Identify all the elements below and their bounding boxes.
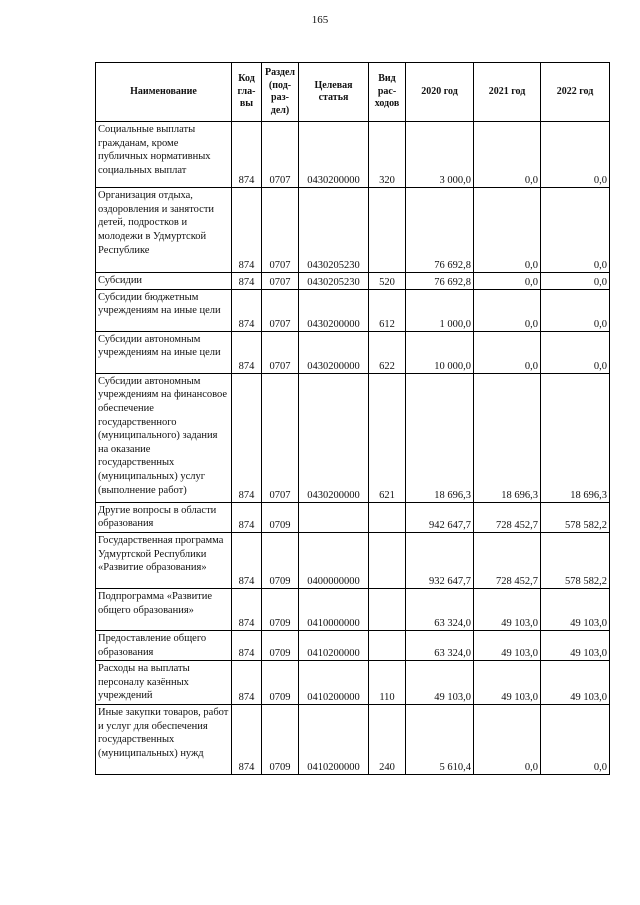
table-row	[96, 532, 610, 588]
row-expense: 110	[369, 661, 406, 705]
row-2020: 3 000,0	[406, 122, 474, 188]
row-name: Другие вопросы в области образования	[96, 502, 232, 532]
row-section: 0707	[262, 188, 299, 273]
row-section: 0707	[262, 289, 299, 331]
row-target: 0410000000	[299, 588, 369, 630]
row-2020: 63 324,0	[406, 630, 474, 660]
row-name: Субсидии	[96, 273, 232, 290]
table-row	[96, 502, 610, 532]
row-name: Иные закупки товаров, работ и услуг для обеспечения государственных (муниципальных) нужд	[96, 705, 232, 775]
row-2022: 0,0	[541, 122, 610, 188]
budget-table	[95, 62, 610, 775]
row-section: 0707	[262, 373, 299, 502]
row-2021: 0,0	[474, 331, 541, 373]
row-2021: 49 103,0	[474, 630, 541, 660]
row-2021: 0,0	[474, 273, 541, 290]
row-2021: 0,0	[474, 289, 541, 331]
row-section: 0707	[262, 122, 299, 188]
row-2020: 1 000,0	[406, 289, 474, 331]
row-2021: 49 103,0	[474, 588, 541, 630]
header-name: Наименование	[96, 63, 232, 122]
row-chapter: 874	[232, 705, 262, 775]
table-row	[96, 705, 610, 775]
row-2021: 18 696,3	[474, 373, 541, 502]
header-year-2021: 2021 год	[474, 63, 541, 122]
row-section: 0709	[262, 661, 299, 705]
table-row	[96, 273, 610, 290]
row-2020: 932 647,7	[406, 532, 474, 588]
row-section: 0709	[262, 532, 299, 588]
row-2022: 49 103,0	[541, 630, 610, 660]
row-2022: 0,0	[541, 705, 610, 775]
row-chapter: 874	[232, 502, 262, 532]
row-name: Субсидии бюджетным учреждениям на иные цели	[96, 289, 232, 331]
row-expense	[369, 630, 406, 660]
row-target: 0430205230	[299, 188, 369, 273]
row-section: 0709	[262, 705, 299, 775]
row-2022: 578 582,2	[541, 502, 610, 532]
table-row	[96, 122, 610, 188]
row-chapter: 874	[232, 122, 262, 188]
row-2022: 0,0	[541, 331, 610, 373]
row-expense: 320	[369, 122, 406, 188]
row-target: 0410200000	[299, 705, 369, 775]
row-name: Субсидии автономным учреждениям на финансовое обеспечение государственного (муниципального) задания на оказание государственных (муниципальных) услуг (выполнение работ)	[96, 373, 232, 502]
row-target	[299, 502, 369, 532]
header-expense-type: Вид рас- ходов	[369, 63, 406, 122]
row-2020: 49 103,0	[406, 661, 474, 705]
row-target: 0430200000	[299, 122, 369, 188]
row-target: 0400000000	[299, 532, 369, 588]
row-2021: 0,0	[474, 705, 541, 775]
table-row	[96, 630, 610, 660]
row-section: 0709	[262, 630, 299, 660]
row-target: 0430205230	[299, 273, 369, 290]
row-target: 0430200000	[299, 289, 369, 331]
row-chapter: 874	[232, 532, 262, 588]
header-target-article: Целевая статья	[299, 63, 369, 122]
row-chapter: 874	[232, 289, 262, 331]
row-expense: 621	[369, 373, 406, 502]
row-2022: 49 103,0	[541, 661, 610, 705]
row-expense: 520	[369, 273, 406, 290]
row-chapter: 874	[232, 331, 262, 373]
row-name: Социальные выплаты гражданам, кроме публичных нормативных социальных выплат	[96, 122, 232, 188]
row-2021: 0,0	[474, 188, 541, 273]
row-2022: 18 696,3	[541, 373, 610, 502]
header-year-2020: 2020 год	[406, 63, 474, 122]
row-2020: 76 692,8	[406, 188, 474, 273]
row-expense: 612	[369, 289, 406, 331]
row-2020: 942 647,7	[406, 502, 474, 532]
row-section: 0707	[262, 273, 299, 290]
row-2020: 63 324,0	[406, 588, 474, 630]
row-expense	[369, 502, 406, 532]
row-chapter: 874	[232, 661, 262, 705]
row-target: 0410200000	[299, 661, 369, 705]
row-section: 0707	[262, 331, 299, 373]
row-expense	[369, 588, 406, 630]
row-2020: 5 610,4	[406, 705, 474, 775]
row-expense: 240	[369, 705, 406, 775]
row-chapter: 874	[232, 273, 262, 290]
table-row	[96, 331, 610, 373]
header-section: Раздел (под- раз- дел)	[262, 63, 299, 122]
row-2021: 0,0	[474, 122, 541, 188]
row-section: 0709	[262, 588, 299, 630]
row-name: Субсидии автономным учреждениям на иные цели	[96, 331, 232, 373]
row-2022: 0,0	[541, 289, 610, 331]
row-name: Подпрограмма «Развитие общего образования»	[96, 588, 232, 630]
page-number: 165	[311, 14, 329, 26]
row-2021: 728 452,7	[474, 502, 541, 532]
row-expense	[369, 188, 406, 273]
row-section: 0709	[262, 502, 299, 532]
table-row	[96, 289, 610, 331]
row-chapter: 874	[232, 630, 262, 660]
row-target: 0410200000	[299, 630, 369, 660]
table-row	[96, 373, 610, 502]
row-2020: 76 692,8	[406, 273, 474, 290]
table-row	[96, 661, 610, 705]
header-year-2022: 2022 год	[541, 63, 610, 122]
row-target: 0430200000	[299, 373, 369, 502]
row-2022: 0,0	[541, 188, 610, 273]
row-name: Организация отдыха, оздоровления и занятости детей, подростков и молодежи в Удмуртской Республике	[96, 188, 232, 273]
row-2022: 578 582,2	[541, 532, 610, 588]
row-name: Государственная программа Удмуртской Республики «Развитие образования»	[96, 532, 232, 588]
row-chapter: 874	[232, 373, 262, 502]
row-2022: 0,0	[541, 273, 610, 290]
row-chapter: 874	[232, 588, 262, 630]
row-2022: 49 103,0	[541, 588, 610, 630]
table-row	[96, 588, 610, 630]
row-2021: 728 452,7	[474, 532, 541, 588]
row-expense	[369, 532, 406, 588]
header-chapter-code: Код гла- вы	[232, 63, 262, 122]
row-name: Предоставление общего образования	[96, 630, 232, 660]
row-2020: 18 696,3	[406, 373, 474, 502]
row-2021: 49 103,0	[474, 661, 541, 705]
row-chapter: 874	[232, 188, 262, 273]
row-2020: 10 000,0	[406, 331, 474, 373]
header-row	[96, 63, 610, 122]
row-name: Расходы на выплаты персоналу казённых учреждений	[96, 661, 232, 705]
table-row	[96, 188, 610, 273]
row-expense: 622	[369, 331, 406, 373]
row-target: 0430200000	[299, 331, 369, 373]
